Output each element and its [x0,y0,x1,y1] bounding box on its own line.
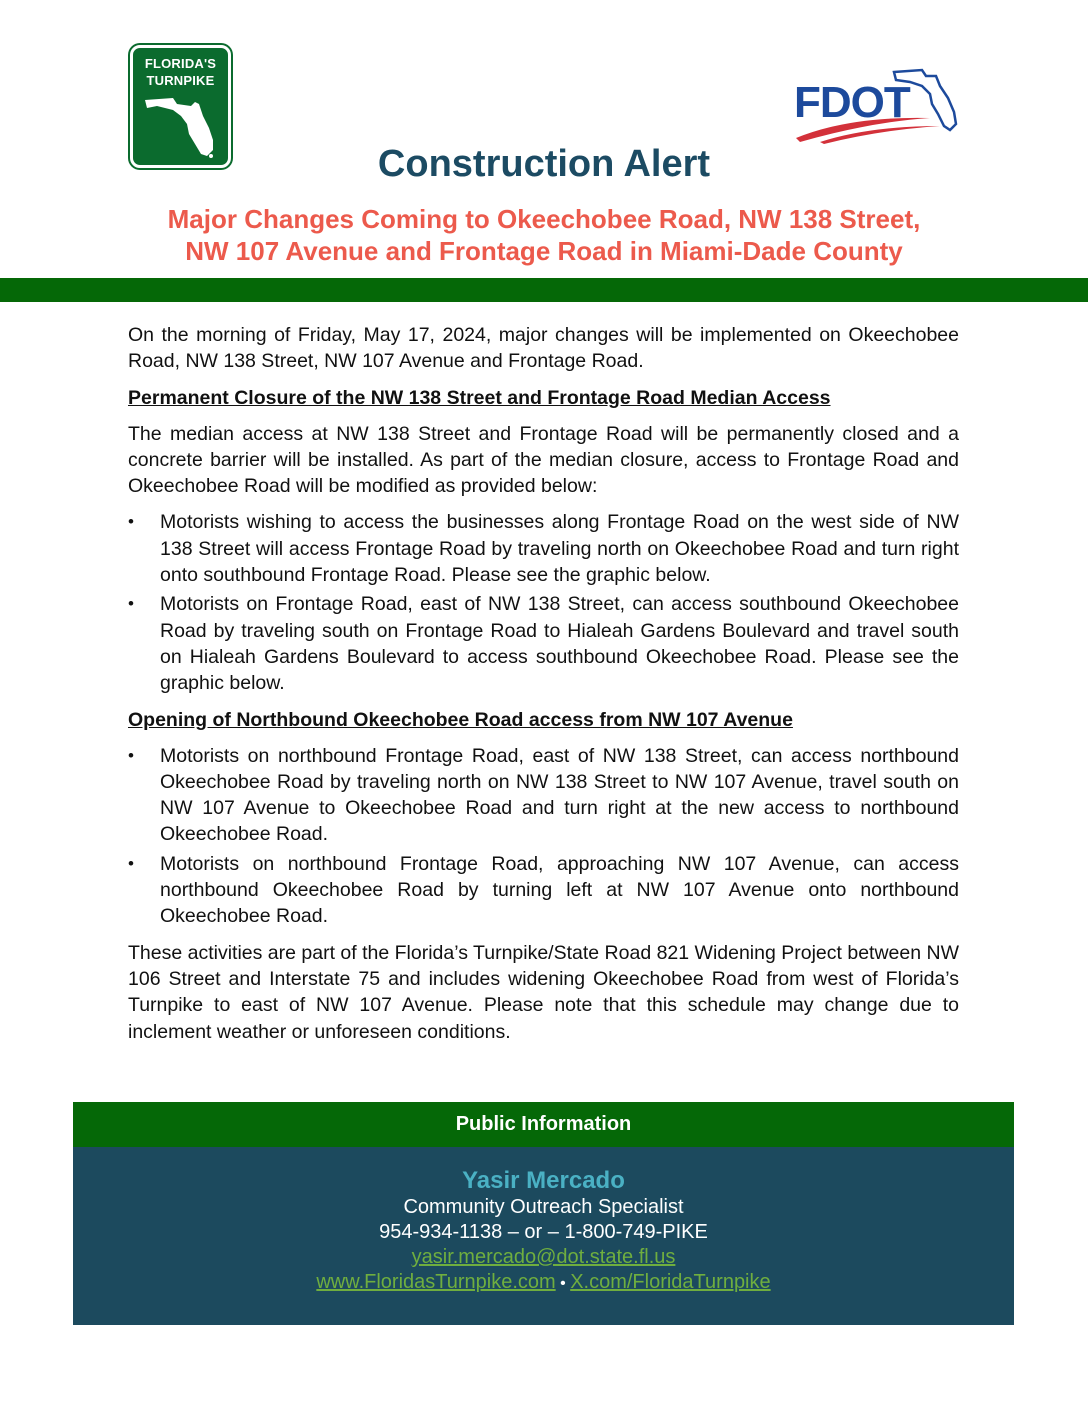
section1-heading: Permanent Closure of the NW 138 Street and Frontage Road Median Access [128,386,831,409]
subtitle-line-1: Major Changes Coming to Okeechobee Road, NW 138 Street, [167,204,921,234]
contact-phone: 954-934-1138 – or – 1-800-749-PIKE [379,1221,708,1243]
list-item: • Motorists on northbound Frontage Road, east of NW 138 Street, can access northbound Okeechobee Road by traveling north on NW 138 Street to NW 107 Avenue, travel south on NW 107 Avenue to Okeechobee Road and turn right at the new access to northbound Okeechobee Road. [128,743,959,848]
closing-paragraph: These activities are part of the Florida’s Turnpike/State Road 821 Widening Project between NW 106 Street and Interstate 75 and includes widening Okeechobee Road from west of Florida’s Turnpike to east of NW 107 Avenue. Please note that this schedule may change due to inclement weather or unforeseen conditions. [128,941,959,1043]
fdot-logo-text: FDOT [794,78,910,127]
public-information-panel [73,1147,1014,1325]
subtitle-line-2: NW 107 Avenue and Frontage Road in Miami-Dade County [185,236,903,266]
page-subtitle [100,203,988,267]
list-item: • Motorists on Frontage Road, east of NW 138 Street, can access southbound Okeechobee Road by traveling south on Frontage Road to Hialeah Gardens Boulevard and travel south on Hialeah Gardens Boulevard to access southbound Okeechobee Road. Please see the graphic below. [128,591,959,696]
page-title: Construction Alert [377,143,711,185]
section2-bullet-list [128,743,959,930]
contact-email-link[interactable]: yasir.mercado@dot.state.fl.us [411,1246,676,1268]
contact-role: Community Outreach Specialist [403,1196,684,1218]
list-item: • Motorists wishing to access the businesses along Frontage Road on the west side of NW 138 Street will access Frontage Road by traveling north on Okeechobee Road and turn right onto southbound Frontage Road. Please see the graphic below. [128,509,959,588]
fdot-logo [790,64,962,144]
turnpike-logo-line1: FLORIDA'S [144,56,217,71]
public-information-header: Public Information [73,1102,1014,1147]
list-item: • Motorists on northbound Frontage Road, approaching NW 107 Avenue, can access northbound Okeechobee Road by turning left at NW 107 Avenue onto northbound Okeechobee Road. [128,851,959,930]
intro-paragraph: On the morning of Friday, May 17, 2024, major changes will be implemented on Okeechobee Road, NW 138 Street, NW 107 Avenue and Frontage Road. [128,324,959,373]
contact-name: Yasir Mercado [462,1167,625,1194]
turnpike-logo-line2: TURNPIKE [146,73,215,88]
header-divider-bar [0,278,1088,302]
link-separator: • [560,1275,566,1292]
section2-heading: Opening of Northbound Okeechobee Road access from NW 107 Avenue [128,708,793,731]
website-link[interactable]: www.FloridasTurnpike.com [316,1271,556,1293]
alert-body [128,322,959,1055]
social-link[interactable]: X.com/FloridaTurnpike [570,1271,771,1293]
section1-paragraph: The median access at NW 138 Street and Frontage Road will be permanently closed and a concrete barrier will be installed. As part of the median closure, access to Frontage Road and Okeechobee Road will be modified as provided below: [128,422,959,498]
section1-bullet-list [128,509,959,696]
